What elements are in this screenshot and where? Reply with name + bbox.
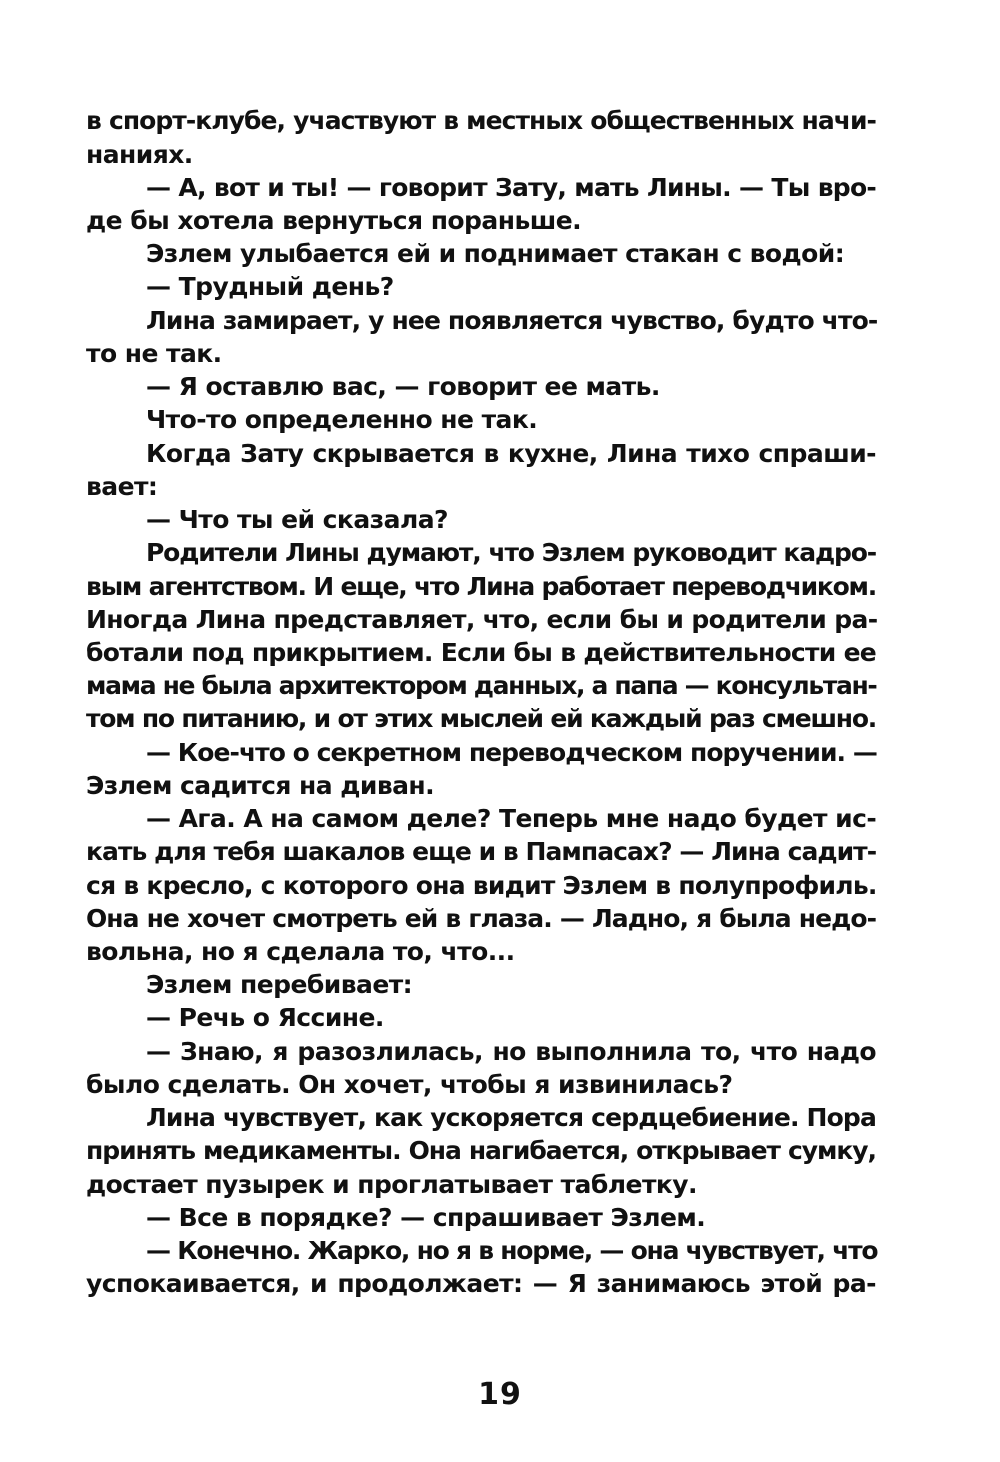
text-line: — Трудный день?: [146, 272, 394, 301]
text-line: то не так.: [86, 339, 222, 368]
text-line: наниях.: [86, 140, 193, 169]
text-line: кать для тебя шакалов еще и в Пампасах? — Лина садит-: [86, 837, 877, 866]
text-line: де бы хотела вернуться пораньше.: [86, 206, 582, 235]
text-line: в спорт-клубе, участвуют в местных общественных начи-: [86, 106, 876, 135]
text-line: успокаивается, и продолжает: — Я занимаюсь этой ра-: [86, 1269, 876, 1298]
text-line: Эзлем перебивает:: [146, 970, 413, 999]
text-line: — А, вот и ты! — говорит Зату, мать Лины. — Ты вро-: [146, 173, 876, 202]
text-line: — Речь о Яссине.: [146, 1003, 384, 1032]
text-line: — Я оставлю вас, — говорит ее мать.: [146, 372, 660, 401]
text-line: Иногда Лина представляет, что, если бы и родители ра-: [86, 605, 878, 634]
text-line: Эзлем улыбается ей и поднимает стакан с водой:: [146, 239, 845, 268]
text-line: Она не хочет смотреть ей в глаза. — Ладно, я была недо-: [86, 904, 876, 933]
text-line: ботали под прикрытием. Если бы в действительности ее: [86, 638, 876, 667]
text-line: — Кое-что о секретном переводческом поручении. —: [146, 738, 877, 767]
text-line: — Все в порядке? — спрашивает Эзлем.: [146, 1203, 706, 1232]
text-line: Лина чувствует, как ускоряется сердцебиение. Пора: [146, 1103, 876, 1132]
text-line: было сделать. Он хочет, чтобы я извинилась?: [86, 1070, 733, 1099]
text-line: том по питанию, и от этих мыслей ей каждый раз смешно.: [86, 704, 876, 733]
text-line: — Конечно. Жарко, но я в норме, — она чувствует, что: [146, 1236, 878, 1265]
text-line: мама не была архитектором данных, а папа — консультан-: [86, 671, 877, 700]
text-line: Когда Зату скрывается в кухне, Лина тихо спраши-: [146, 439, 876, 468]
text-line: — Ага. А на самом деле? Теперь мне надо будет ис-: [146, 804, 877, 833]
text-line: вым агентством. И еще, что Лина работает переводчиком.: [86, 572, 876, 601]
text-line: вольна, но я сделала то, что...: [86, 937, 515, 966]
text-line: ся в кресло, с которого она видит Эзлем в полупрофиль.: [86, 871, 877, 900]
text-line: — Что ты ей сказала?: [146, 505, 448, 534]
text-line: Что-то определенно не так.: [146, 405, 538, 434]
text-line: достает пузырек и проглатывает таблетку.: [86, 1170, 697, 1199]
text-line: Родители Лины думают, что Эзлем руководит кадро-: [146, 538, 876, 567]
text-line: Лина замирает, у нее появляется чувство, будто что-: [146, 306, 878, 335]
text-line: — Знаю, я разозлилась, но выполнила то, что надо: [146, 1037, 876, 1066]
page-number: 19: [478, 1377, 522, 1412]
text-line: вает:: [86, 472, 158, 501]
text-line: Эзлем садится на диван.: [86, 771, 435, 800]
text-line: принять медикаменты. Она нагибается, открывает сумку,: [86, 1136, 876, 1165]
